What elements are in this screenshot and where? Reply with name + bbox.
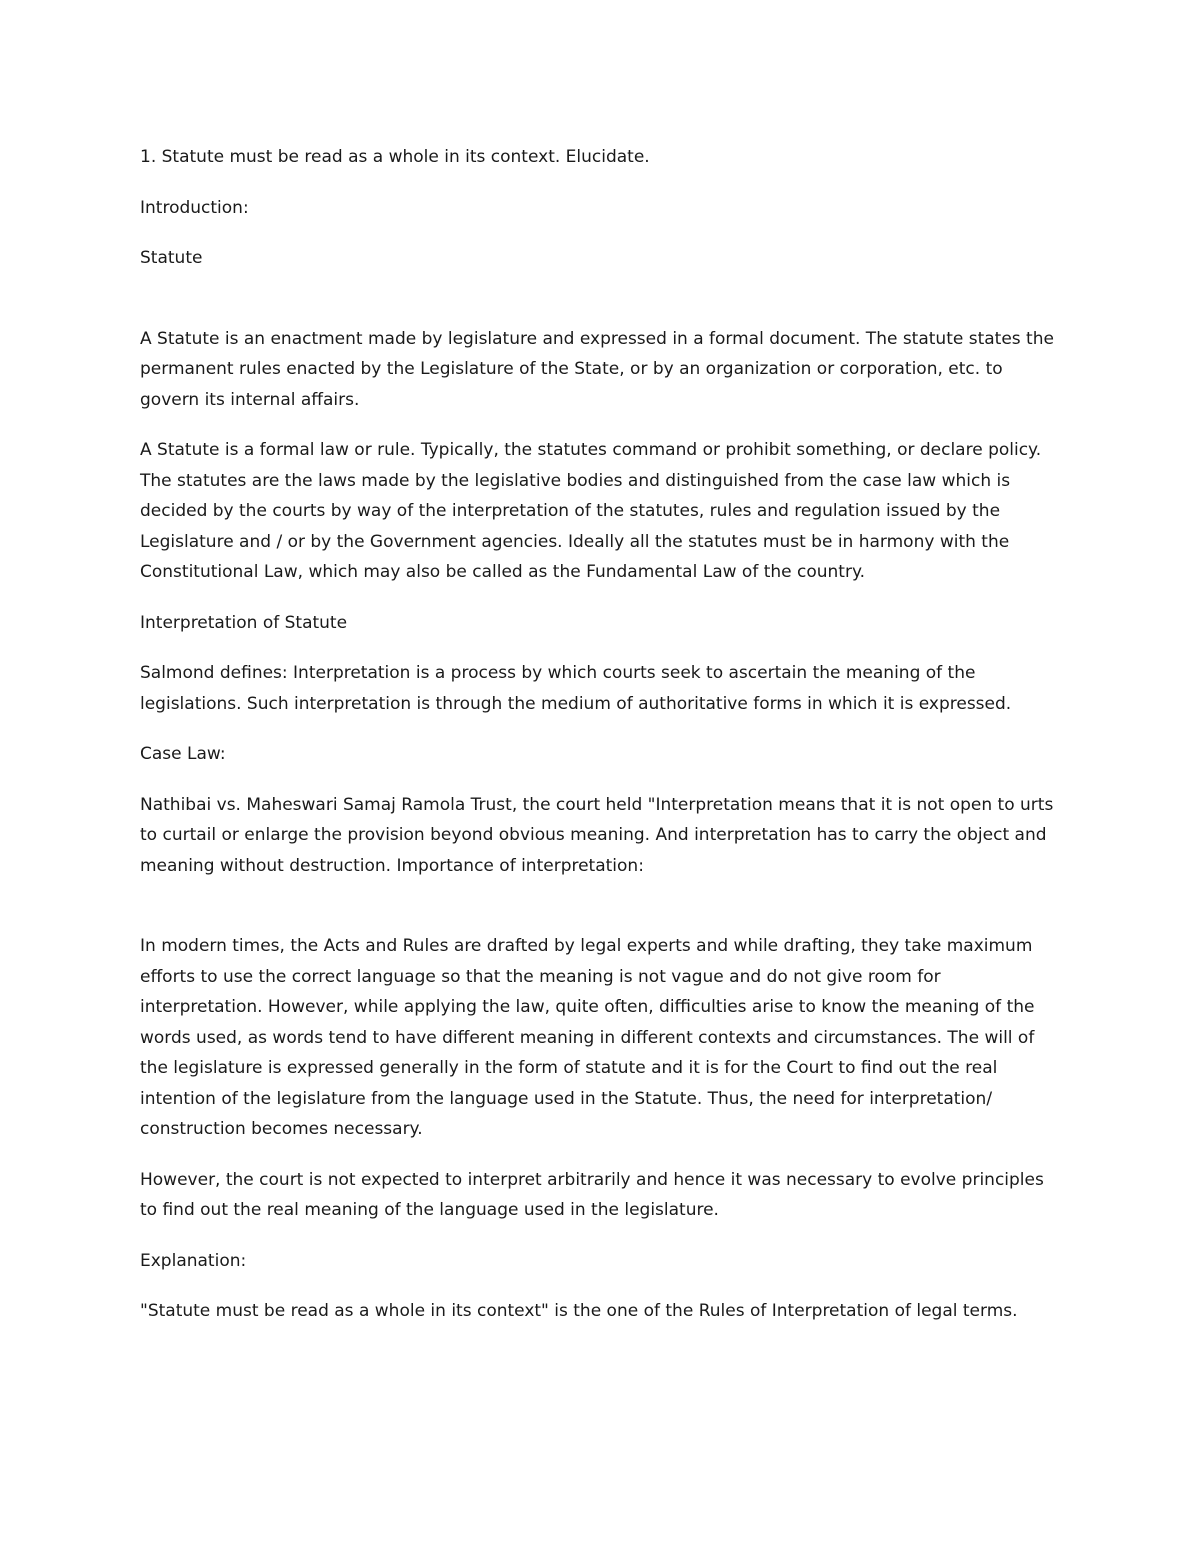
introduction-heading: Introduction: [140,197,249,218]
interpretation-heading: Interpretation of Statute [140,612,348,633]
statute-paragraph-2: A Statute is a formal law or rule. Typically, the statutes command or prohibit something, or declare policy. The statutes are the laws made by the legislative bodies and distinguished from the case law which is decided by the courts by way of the interpretation of the statutes, rules and regulation issued by the Legislature and / or by the Government agencies. Ideally all the statutes must be in harmony with the Constitutional Law, which may also be called as the Fundamental Law of the country. [140,440,1042,582]
statute-heading: Statute [140,248,203,268]
document-body [140,142,1065,1347]
rule-paragraph: "Statute must be read as a whole in its context" is the one of the Rules of Interpretation of legal terms. [140,1301,1018,1321]
statute-paragraph-1: A Statute is an enactment made by legislature and expressed in a formal document. The statute states the permanent rules enacted by the Legislature of the State, or by an organization or corporation, etc. to govern its internal affairs. [140,328,1054,410]
explanation-heading: Explanation: [140,1250,247,1271]
salmond-paragraph: Salmond defines: Interpretation is a process by which courts seek to ascertain the meaning of the legislations. Such interpretation is through the medium of authoritative forms in which it is expressed. [140,663,1012,714]
case-law-paragraph: Nathibai vs. Maheswari Samaj Ramola Trust, the court held "Interpretation means that it is not open to urts to curtail or enlarge the provision beyond obvious meaning. And interpretation has to carry the object and meaning without destruction. Importance of interpretation: [140,794,1054,876]
modern-times-paragraph: In modern times, the Acts and Rules are drafted by legal experts and while drafting, they take maximum efforts to use the correct language so that the meaning is not vague and do not give room for interpretation. However, while applying the law, quite often, difficulties arise to know the meaning of the words used, as words tend to have different meaning in different contexts and circumstances. The will of the legislature is expressed generally in the form of statute and it is for the Court to find out the real intention of the legislature from the language used in the Statute. Thus, the need for interpretation/ construction becomes necessary. [140,936,1035,1139]
however-paragraph: However, the court is not expected to interpret arbitrarily and hence it was necessary to evolve principles to find out the real meaning of the language used in the legislature. [140,1169,1044,1220]
question-title: 1. Statute must be read as a whole in its context. Elucidate. [140,147,650,167]
case-law-heading: Case Law: [140,744,226,764]
